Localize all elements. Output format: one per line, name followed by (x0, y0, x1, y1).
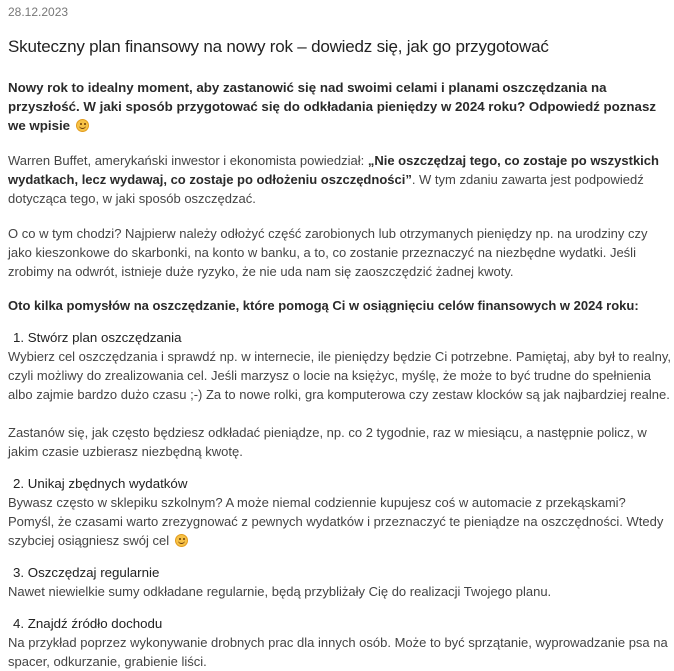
step-3-text: Nawet niewielkie sumy odkładane regularnie, będą przybliżały Cię do realizacji Twojego planu. (8, 584, 552, 599)
step-4 (8, 615, 674, 671)
intro-paragraph (8, 151, 670, 208)
intro-after: . W tym zdaniu zawarta jest podpowiedź dotycząca tego, w jaki sposób oszczędzać. (8, 172, 644, 206)
step-2 (8, 475, 674, 550)
step-1-text: Wybierz cel oszczędzania i sprawdź np. w internecie, ile pieniędzy będzie Ci potrzebne. Pamiętaj, aby był to realny, czyli możliwy do zrealizowania cel. Jeśli marzysz o locie na księżyc, myślę, że może to być trudne do spełnienia albo zajmie bardzo dużo czasu ;-) Za to nowe rolki, gra komputerowa czy zestaw klocków są jak najbardziej realne. (8, 349, 671, 402)
article-title: Skuteczny plan finansowy na nowy rok – dowiedz się, jak go przygotować (8, 37, 549, 56)
step-2-title: 2. Unikaj zbędnych wydatków (13, 476, 188, 491)
step-2-body (8, 493, 672, 550)
step-4-title: 4. Znajdź źródło dochodu (13, 616, 163, 631)
step-1-extra: Zastanów się, jak często będziesz odkładać pieniądze, np. co 2 tygodnie, raz w miesiącu, a następnie policz, w jakim czasie uzbierasz niezbędną kwotę. (8, 425, 647, 459)
smiling-face-emoji-icon (175, 534, 188, 547)
intro-before: Warren Buffet, amerykański inwestor i ekonomista powiedział: (8, 153, 368, 168)
smiling-face-emoji-icon (76, 119, 89, 132)
step-2-text: Bywasz często w sklepiku szkolnym? A może niemal codziennie kupujesz coś w automacie z przekąskami? Pomyśl, że czasami warto zrezygnować z pewnych wydatków i przeznaczyć te pieniądze na oszczędności. Wtedy szybciej osiągniesz swój cel (8, 495, 664, 548)
step-1-title: 1. Stwórz plan oszczędzania (13, 330, 182, 345)
ideas-subheading: Oto kilka pomysłów na oszczędzanie, które pomogą Ci w osiągnięciu celów finansowych w 2024 roku: (8, 298, 639, 313)
lead-text: Nowy rok to idealny moment, aby zastanowić się nad swoimi celami i planami oszczędzania na przyszłość. W jaki sposób przygotować się do odkładania pieniędzy w 2024 roku? Odpowiedź poznasz we wpisie (8, 80, 656, 133)
step-1 (8, 329, 674, 461)
step-3-title: 3. Oszczędzaj regularnie (13, 565, 160, 580)
publish-date: 28.12.2023 (8, 5, 69, 19)
buffett-quote: „Nie oszczędzaj tego, co zostaje po wszystkich wydatkach, lecz wydawaj, co zostaje po odłożeniu oszczędności” (8, 153, 659, 187)
step-4-text: Na przykład poprzez wykonywanie drobnych prac dla innych osób. Może to być sprzątanie, wyprowadzanie psa na spacer, odkurzanie, grabienie liści. (8, 635, 668, 669)
step-3 (8, 564, 674, 601)
article-lead (8, 78, 668, 135)
explanation-paragraph: O co w tym chodzi? Najpierw należy odłożyć część zarobionych lub otrzymanych pieniędzy np. na urodziny czy jako kieszonkowe do skarbonki, na konto w banku, a to, co zostanie przeznaczyć na niezbędne wydatki. Jeśli zrobimy na odwrót, istnieje duże ryzyko, że nie uda nam się zaoszczędzić żadnej kwoty. (8, 226, 648, 279)
